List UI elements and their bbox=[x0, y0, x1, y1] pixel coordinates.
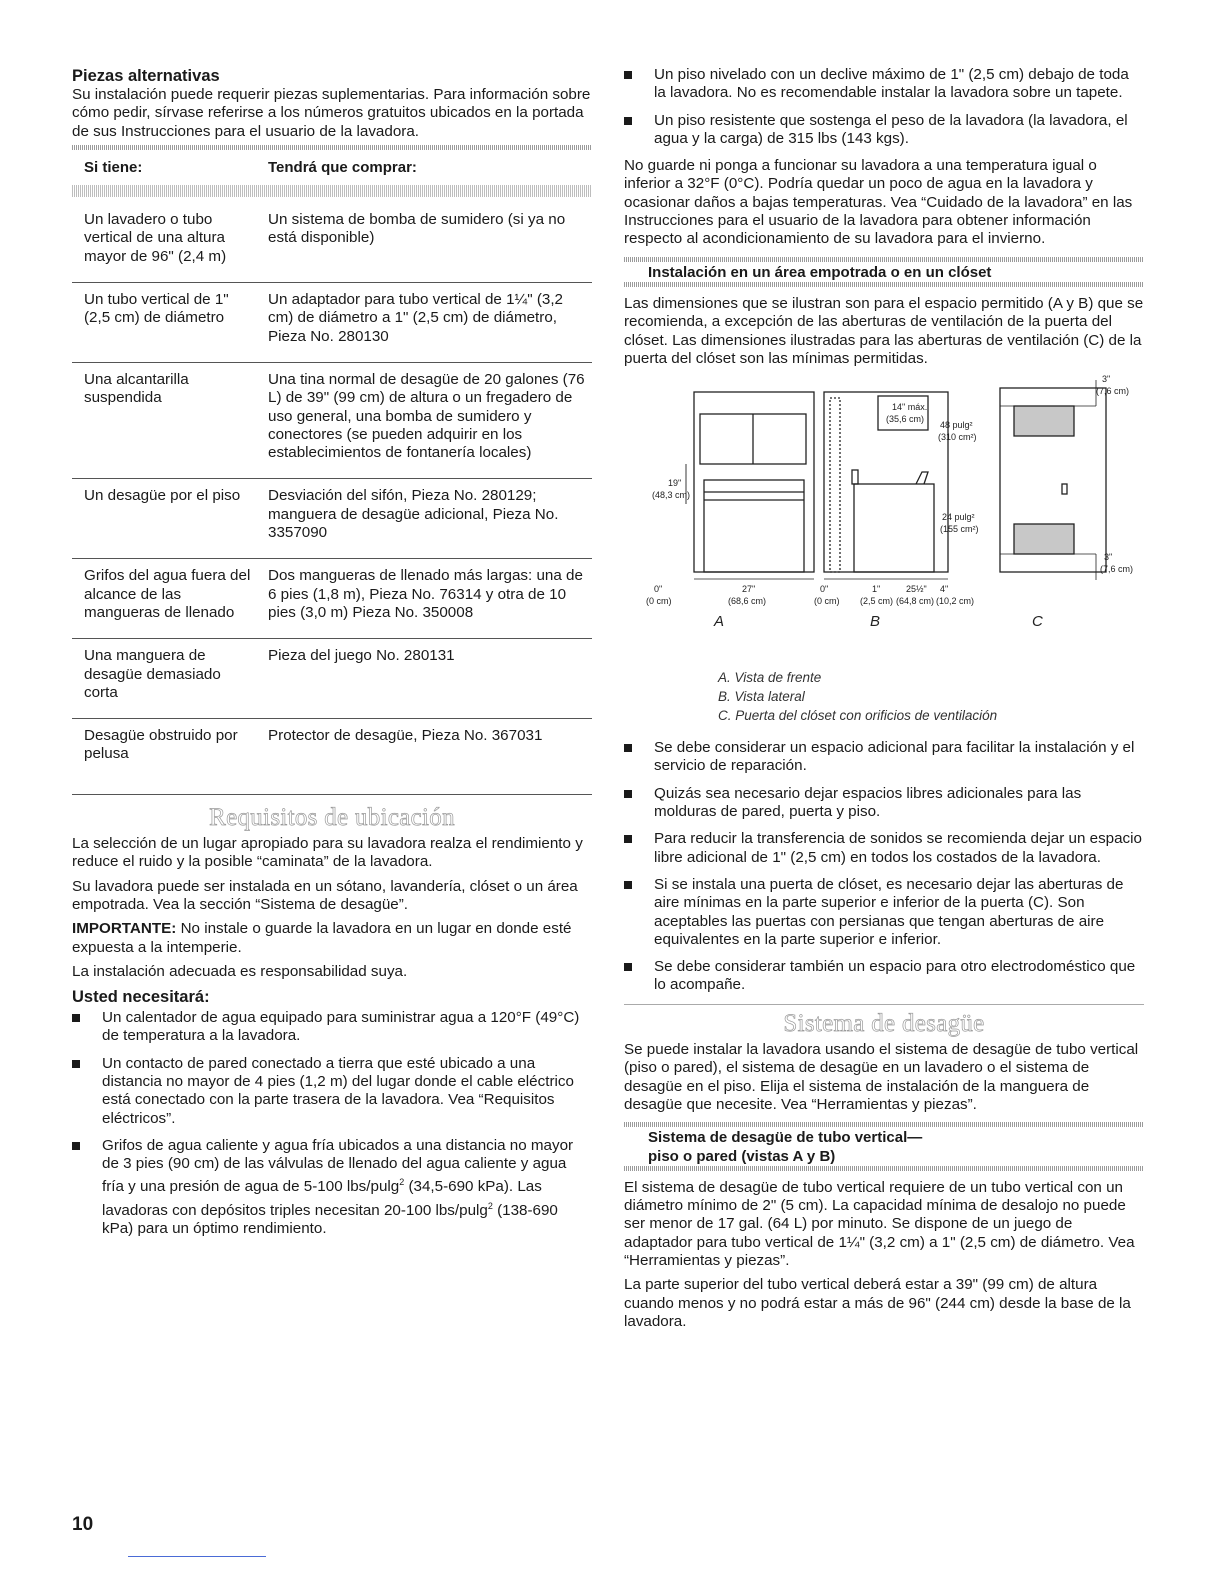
table-row bbox=[72, 479, 592, 559]
left-column bbox=[72, 66, 592, 1247]
location-para-1: La selección de un lugar apropiado para su lavadora realza el rendimiento y reduce el ruido y la posible “caminata” de la lavadora. bbox=[72, 835, 583, 871]
item-text: Grifos de agua caliente y agua fría ubicados a una distancia no mayor de 3 pies (90 cm) de las válvulas de llenado del agua caliente y agua fría y una presión de agua de 5-100 lbs/pulg bbox=[102, 1136, 574, 1196]
have-cell: Una alcantarilla suspendida bbox=[72, 362, 256, 478]
caption-c: C. Puerta del clóset con orificios de ventilación bbox=[718, 708, 998, 724]
table-row bbox=[72, 362, 592, 478]
clearance-diagram bbox=[624, 374, 1144, 664]
section-divider bbox=[624, 1004, 1144, 1005]
table-row bbox=[72, 283, 592, 363]
dotted-rule bbox=[624, 282, 1144, 287]
important-note bbox=[72, 920, 592, 957]
have-cell: Un tubo vertical de 1" (2,5 cm) de diámetro bbox=[72, 283, 256, 363]
dim-0b-label: 0" bbox=[820, 584, 829, 595]
buy-cell: Una tina normal de desagüe de 20 galones (76 L) de 39" (99 cm) de altura o un fregadero de uso general, una bomba de sumidero y conectores (se pueden adquirir en los establecimientos de fontanería locales) bbox=[256, 362, 592, 478]
caption-b: B. Vista lateral bbox=[718, 689, 805, 705]
col-header-have: Si tiene: bbox=[84, 158, 143, 176]
parts-table bbox=[72, 153, 592, 795]
dim-1-cm-label: (2,5 cm) bbox=[860, 596, 894, 607]
dim-48-cm-label: (310 cm²) bbox=[938, 432, 977, 443]
dim-25-label: 25½" bbox=[906, 584, 927, 595]
dim-3b-cm-label: (7,6 cm) bbox=[1100, 564, 1134, 575]
dim-25-cm-label: (64,8 cm) bbox=[896, 596, 935, 607]
alt-parts-heading: Piezas alternativas bbox=[72, 67, 220, 85]
washer-side bbox=[854, 484, 934, 572]
dim-3a-label: 3" bbox=[1102, 374, 1111, 385]
dim-19-label: 19" bbox=[668, 478, 682, 489]
standpipe-heading-line1: Sistema de desagüe de tubo vertical— bbox=[648, 1129, 923, 1147]
buy-cell: Un sistema de bomba de sumidero (si ya no está disponible) bbox=[268, 211, 566, 247]
superscript: 2 bbox=[487, 1200, 493, 1211]
recess-para: Las dimensiones que se ilustran son para el espacio permitido (A y B) que se recomienda, a excepción de las aberturas de ventilación de la puerta del clóset. Las dimensiones ilustradas para las aberturas de ventilación (C) de la puerta del clóset son las mínimas permitidas. bbox=[624, 294, 1144, 367]
have-cell: Un lavadero o tubo vertical de una altura mayor de 96" (2,4 m) bbox=[84, 211, 227, 265]
buy-cell: Un adaptador para tubo vertical de 1¼" (3,2 cm) de diámetro a 1" (2,5 cm) de diámetro, Pieza No. 280130 bbox=[256, 283, 592, 363]
buy-cell: Desviación del sifón, Pieza No. 280129; manguera de desagüe adicional, Pieza No. 3357090 bbox=[256, 479, 592, 559]
dim-3b-label: 3" bbox=[1104, 552, 1113, 563]
table-row bbox=[72, 719, 592, 795]
list-item: Para reducir la transferencia de sonidos se recomienda dejar un espacio libre adicional de 1" (2,5 cm) en todos los costados de la lavadora. bbox=[624, 830, 1144, 867]
buy-cell: Protector de desagüe, Pieza No. 367031 bbox=[256, 719, 592, 795]
dim-14-label: 14" máx. bbox=[892, 402, 928, 413]
view-c-label: C bbox=[1032, 613, 1043, 631]
list-item: Se debe considerar también un espacio para otro electrodoméstico que lo acompañe. bbox=[624, 958, 1144, 995]
have-cell: Una manguera de desagüe demasiado corta bbox=[72, 639, 256, 719]
cold-warning-para: No guarde ni ponga a funcionar su lavadora a una temperatura igual o inferior a 32°F (0°C). Podría quedar un poco de agua en la lavadora y ocasionar daños a bajas temperaturas. Vea “Cuidado de la lavadora” en las Instrucciones para el usuario de la lavadora para obtener información respecto al acondicionamiento de su lavadora para el invierno. bbox=[624, 157, 1133, 248]
standpipe-heading bbox=[624, 1127, 1144, 1166]
page-number: 10 bbox=[72, 1514, 94, 1535]
need-heading: Usted necesitará: bbox=[72, 988, 210, 1007]
drain-intro: Se puede instalar la lavadora usando el sistema de desagüe de tubo vertical (piso o pared), el sistema de desagüe en un lavadero o el sistema de desagüe en el piso. Elija el sistema de instalación de la manguera de desagüe que necesite. Vea “Herramientas y piezas”. bbox=[624, 1041, 1139, 1113]
item-text: (138-690 kPa) para un óptimo rendimiento. bbox=[102, 1201, 558, 1238]
figure-captions bbox=[624, 668, 1144, 725]
table-row bbox=[72, 205, 592, 282]
need-list bbox=[72, 1009, 592, 1238]
list-item: Un piso resistente que sostenga el peso de la lavadora (la lavadora, el agua y la carga) de 315 lbs (143 kgs). bbox=[624, 112, 1144, 149]
dim-0b-cm-label: (0 cm) bbox=[814, 596, 840, 607]
space-list bbox=[624, 739, 1144, 995]
col-header-buy: Tendrá que comprar: bbox=[268, 158, 417, 176]
front-view-frame bbox=[694, 392, 814, 572]
dim-0a-cm-label: (0 cm) bbox=[646, 596, 672, 607]
hatch-divider bbox=[72, 185, 592, 197]
standpipe-para-1: El sistema de desagüe de tubo vertical requiere de un tubo vertical con un diámetro mínimo de 2" (5 cm). La capacidad mínima de desalojo no puede ser menor de 17 gal. (64 L) por minuto. Se dispone de un juego de adaptador para tubo vertical de 1¼" (3,2 cm) a 1" (2,5 cm) de diámetro. Vea “Herramientas y piezas”. bbox=[624, 1178, 1135, 1269]
list-item: Se debe considerar un espacio adicional para facilitar la instalación y el servicio de reparación. bbox=[624, 739, 1144, 776]
important-label: IMPORTANTE: bbox=[72, 920, 177, 938]
washer-front bbox=[704, 480, 804, 572]
view-b-label: B bbox=[870, 613, 881, 631]
list-item: Quizás sea necesario dejar espacios libres adicionales para las molduras de pared, puerta y piso. bbox=[624, 785, 1144, 822]
dim-27-label: 27" bbox=[742, 584, 756, 595]
dim-24-label: 24 pulg² bbox=[942, 512, 975, 523]
dotted-rule bbox=[624, 1166, 1144, 1171]
recess-heading: Instalación en un área empotrada o en un clóset bbox=[648, 263, 992, 281]
superscript: 2 bbox=[399, 1177, 405, 1188]
list-item bbox=[72, 1137, 592, 1239]
dim-48-label: 48 pulg² bbox=[940, 420, 973, 431]
dim-19-cm-label: (48,3 cm) bbox=[652, 490, 691, 501]
footer-link-line bbox=[128, 1556, 266, 1557]
dim-24-cm-label: (155 cm²) bbox=[940, 524, 979, 535]
list-item: Si se instala una puerta de clóset, es necesario dejar las aberturas de aire mínimas en la parte superior e inferior de la puerta (C). Son aceptables las puertas con persianas que tengan aberturas de aire equivalentes en la parte superior e inferior. bbox=[624, 876, 1144, 949]
dim-4-label: 4" bbox=[940, 584, 949, 595]
standpipe-heading-line2: piso o pared (vistas A y B) bbox=[648, 1147, 836, 1165]
have-cell: Desagüe obstruido por pelusa bbox=[72, 719, 256, 795]
dim-14-cm-label: (35,6 cm) bbox=[886, 414, 925, 425]
location-section-title: Requisitos de ubicación bbox=[209, 803, 455, 831]
buy-cell: Dos mangueras de llenado más largas: una de 6 pies (1,8 m), Pieza No. 76314 y otra de 10 pies (3,0 m) Pieza No. 350008 bbox=[256, 559, 592, 639]
dim-0a-label: 0" bbox=[654, 584, 663, 595]
important-text: No instale o guarde la lavadora en un lugar en donde esté expuesta a la intemperie. bbox=[72, 920, 572, 956]
clearance-figure bbox=[624, 374, 1144, 664]
floor-requirements-list bbox=[624, 66, 1144, 148]
top-vent bbox=[1014, 406, 1074, 436]
table-row bbox=[72, 639, 592, 719]
right-column bbox=[624, 66, 1144, 1337]
table-row bbox=[72, 559, 592, 639]
drain-section-title: Sistema de desagüe bbox=[783, 1009, 985, 1037]
list-item: Un piso nivelado con un declive máximo de 1" (2,5 cm) debajo de toda la lavadora. No es recomendable instalar la lavadora sobre un tapete. bbox=[624, 66, 1144, 103]
have-cell: Un desagüe por el piso bbox=[72, 479, 256, 559]
item-text: (34,5-690 kPa). Las lavadoras con depósitos triples necesitan 20-100 lbs/pulg bbox=[102, 1178, 542, 1219]
alt-parts-intro: Su instalación puede requerir piezas suplementarias. Para información sobre cómo pedir, sírvase referirse a los números gratuitos ubicados en la portada de sus Instrucciones para el usuario de la lavadora. bbox=[72, 86, 591, 140]
dotted-rule bbox=[72, 145, 592, 150]
buy-cell: Pieza del juego No. 280131 bbox=[256, 639, 592, 719]
dim-3a-cm-label: (7,6 cm) bbox=[1096, 386, 1130, 397]
standpipe-para-2: La parte superior del tubo vertical deberá estar a 39" (99 cm) de altura cuando menos y no podrá estar a más de 96" (244 cm) desde la base de la lavadora. bbox=[624, 1276, 1131, 1330]
dim-1-label: 1" bbox=[872, 584, 881, 595]
location-para-3: La instalación adecuada es responsabilidad suya. bbox=[72, 962, 408, 980]
dim-27-cm-label: (68,6 cm) bbox=[728, 596, 767, 607]
bottom-vent bbox=[1014, 524, 1074, 554]
list-item: Un calentador de agua equipado para suministrar agua a 120°F (49°C) de temperatura a la lavadora. bbox=[72, 1009, 592, 1046]
dim-4-cm-label: (10,2 cm) bbox=[936, 596, 975, 607]
list-item: Un contacto de pared conectado a tierra que esté ubicado a una distancia no mayor de 4 pies (1,2 m) del lugar donde el cable eléctrico está conectado con la parte trasera de la lavadora. Vea “Requisitos eléctricos”. bbox=[72, 1055, 592, 1128]
caption-a: A. Vista de frente bbox=[718, 670, 822, 686]
have-cell: Grifos del agua fuera del alcance de las mangueras de llenado bbox=[72, 559, 256, 639]
view-a-label: A bbox=[714, 613, 725, 631]
location-para-2: Su lavadora puede ser instalada en un sótano, lavandería, clóset o un área empotrada. Vea la sección “Sistema de desagüe”. bbox=[72, 877, 578, 913]
